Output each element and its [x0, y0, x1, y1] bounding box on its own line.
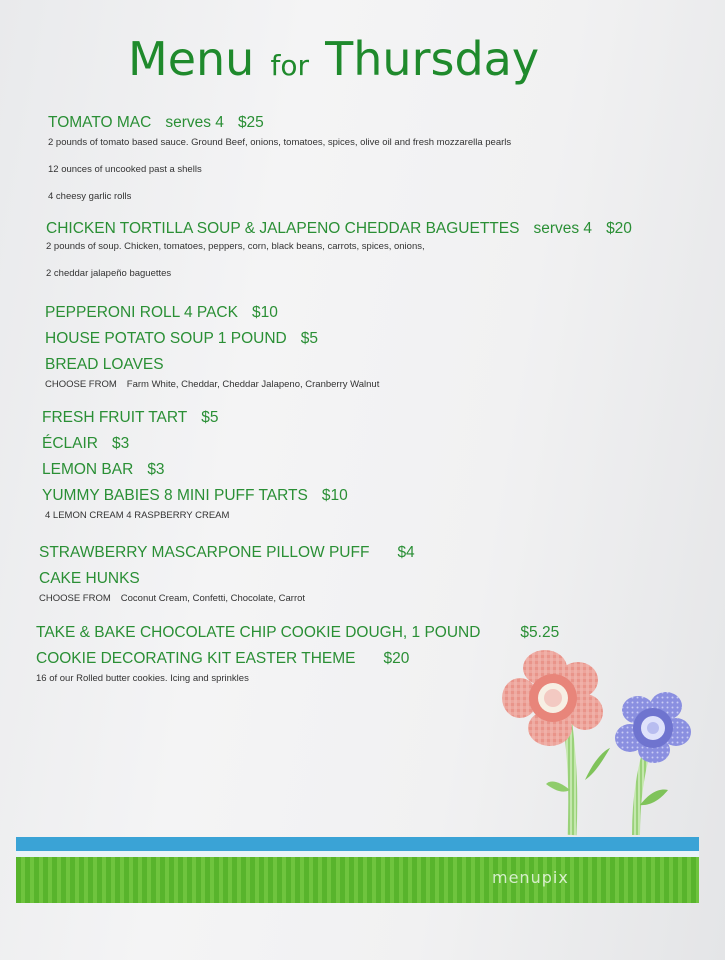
item-price: $5	[300, 330, 318, 347]
item-potato-soup	[45, 326, 379, 352]
item-price: $25	[237, 114, 264, 131]
item-description: 16 of our Rolled butter cookies. Icing and sprinkles	[36, 673, 249, 684]
item-description	[39, 592, 429, 606]
item-name: FRESH FRUIT TART	[42, 409, 188, 426]
item-description: 2 cheddar jalapeño baguettes	[46, 268, 172, 279]
item-price: $5.25	[520, 624, 560, 641]
red-flower-icon	[502, 650, 603, 746]
flowers-illustration	[490, 640, 700, 840]
item-price: $3	[112, 435, 130, 452]
item-name: TAKE & BAKE CHOCOLATE CHIP COOKIE DOUGH, 1 POUND	[36, 624, 481, 641]
item-serves: serves 4	[533, 220, 593, 237]
item-name: YUMMY BABIES 8 MINI PUFF TARTS	[42, 487, 308, 504]
item-price: $20	[606, 220, 632, 237]
item-price: $3	[147, 461, 165, 478]
title-day: Thursday	[325, 32, 540, 86]
footer-green-stripe	[16, 857, 699, 903]
item-price: $10	[251, 304, 278, 321]
item-name: BREAD LOAVES	[45, 356, 164, 373]
title-for: for	[270, 49, 309, 82]
item-yummy-babies	[42, 483, 362, 509]
item-name: HOUSE POTATO SOUP 1 POUND	[45, 330, 287, 347]
item-name: TOMATO MAC	[48, 114, 152, 131]
item-chicken-soup	[46, 219, 646, 239]
item-serves: serves 4	[165, 114, 224, 131]
page-title	[128, 32, 540, 86]
item-price: $20	[383, 650, 410, 667]
item-price: $10	[321, 487, 348, 504]
section-savory	[45, 300, 379, 392]
item-fruit-tart	[42, 405, 362, 431]
item-name: COOKIE DECORATING KIT EASTER THEME	[36, 650, 356, 667]
choose-label: CHOOSE FROM	[39, 593, 111, 604]
item-name: CAKE HUNKS	[39, 570, 140, 587]
choose-options: Coconut Cream, Confetti, Chocolate, Carrot	[120, 593, 306, 604]
section-chicken-soup	[46, 219, 646, 281]
item-description	[45, 378, 379, 392]
section-tomato-mac	[48, 113, 511, 204]
item-cake-hunks	[39, 566, 429, 592]
item-description: 4 cheesy garlic rolls	[48, 191, 132, 202]
item-name: CHICKEN TORTILLA SOUP & JALAPENO CHEDDAR BAGUETTES	[46, 220, 520, 237]
item-strawberry-puff	[39, 540, 429, 566]
item-name: PEPPERONI ROLL 4 PACK	[45, 304, 238, 321]
watermark-logo: menupix	[492, 868, 569, 887]
item-name: LEMON BAR	[42, 461, 134, 478]
item-description: 2 pounds of soup. Chicken, tomatoes, peppers, corn, black beans, carrots, spices, onions,	[46, 241, 425, 252]
item-bread-loaves	[45, 352, 379, 378]
item-price: $4	[397, 544, 415, 561]
item-eclair	[42, 431, 362, 457]
item-name: STRAWBERRY MASCARPONE PILLOW PUFF	[39, 544, 370, 561]
item-price: $5	[201, 409, 219, 426]
blue-flower-icon	[615, 692, 691, 763]
item-lemon-bar	[42, 457, 362, 483]
item-name: ÉCLAIR	[42, 435, 98, 452]
item-pepperoni-roll	[45, 300, 379, 326]
footer-blue-stripe	[16, 837, 699, 851]
choose-options: Farm White, Cheddar, Cheddar Jalapeno, Cranberry Walnut	[126, 379, 380, 390]
item-description: 12 ounces of uncooked past a shells	[48, 164, 202, 175]
choose-label: CHOOSE FROM	[45, 379, 117, 390]
section-pastries	[39, 540, 429, 606]
title-menu: Menu	[128, 32, 255, 86]
item-tomato-mac	[48, 113, 511, 133]
section-desserts	[42, 405, 362, 523]
item-description: 2 pounds of tomato based sauce. Ground Beef, onions, tomatoes, spices, olive oil and fresh mozzarella pearls	[48, 137, 512, 148]
item-description: 4 LEMON CREAM 4 RASPBERRY CREAM	[45, 510, 230, 521]
